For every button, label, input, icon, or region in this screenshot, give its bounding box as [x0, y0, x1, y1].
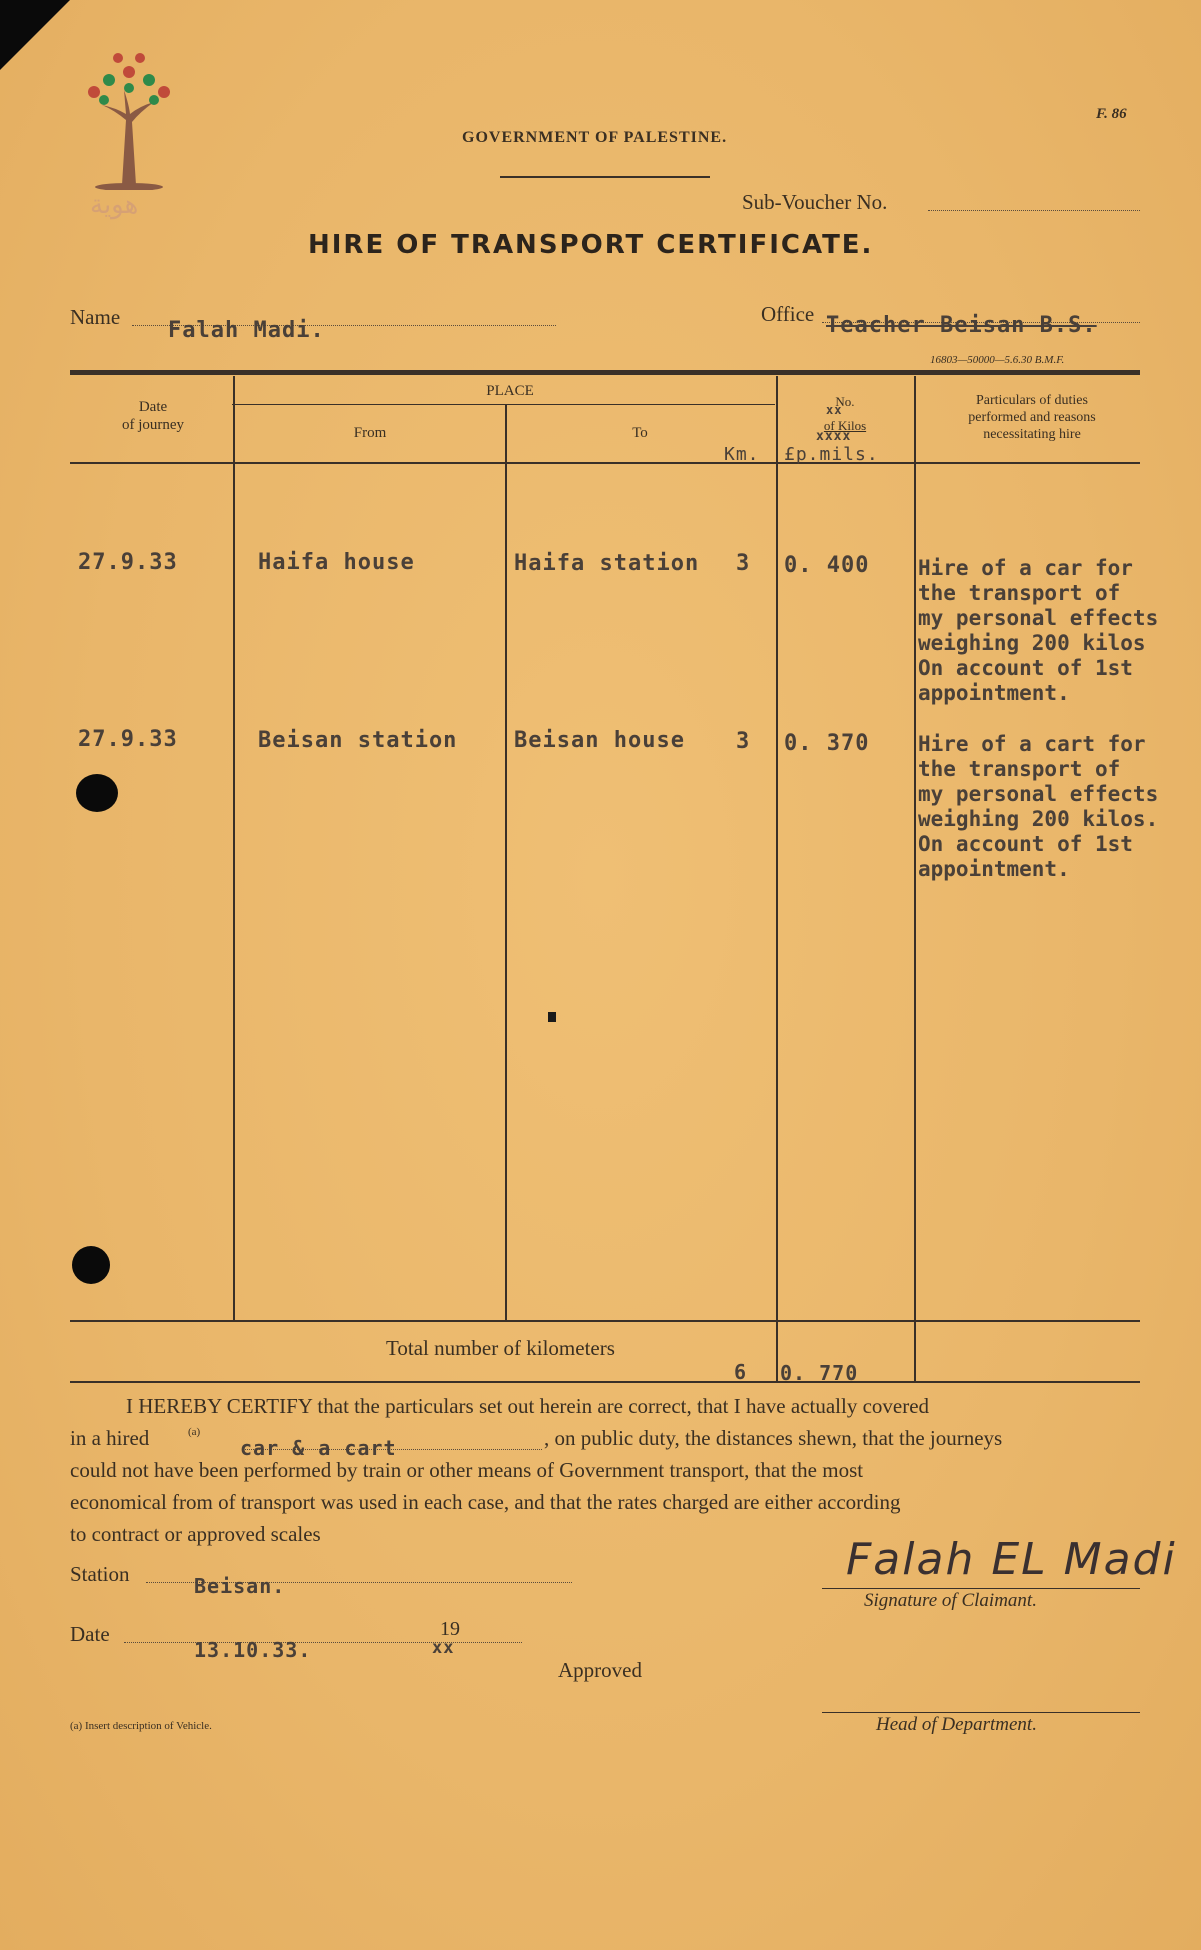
table-top-rule	[70, 370, 1140, 375]
vehicle-value[interactable]: car & a cart	[240, 1436, 397, 1460]
ink-speck	[548, 1012, 556, 1022]
certify-line-vehicle	[70, 1422, 1140, 1460]
station-value[interactable]: Beisan.	[194, 1574, 286, 1598]
row-to: Beisan house	[514, 728, 685, 753]
approved-label: Approved	[558, 1658, 642, 1682]
sub-voucher-label: Sub-Voucher No.	[742, 190, 888, 214]
col-divider-from	[505, 404, 507, 1320]
logo-text: هوية	[90, 190, 139, 220]
table-bottom-rule	[70, 1320, 1140, 1322]
tree-logo-icon	[74, 50, 184, 190]
row-to: Haifa station	[514, 551, 700, 576]
sub-voucher-field[interactable]	[928, 210, 1140, 211]
col-header-xx: xx	[826, 403, 843, 417]
col-divider-amount	[914, 376, 916, 1382]
row-km: 3	[736, 551, 751, 576]
name-label: Name	[70, 305, 121, 329]
signature-caption: Signature of Claimant.	[864, 1590, 1037, 1611]
form-number: F. 86	[1096, 106, 1127, 122]
col-header-place: PLACE	[486, 383, 534, 399]
station-label: Station	[70, 1562, 130, 1586]
certify-line: economical from of transport was used in each case, and that the rates charged are either according	[70, 1490, 901, 1514]
row-amount: 0. 400	[784, 553, 870, 578]
certify-line: I HEREBY CERTIFY that the particulars set out herein are correct, that I have actually covered	[126, 1394, 930, 1418]
row-km: 3	[736, 729, 751, 754]
date-value[interactable]: 13.10.33.	[194, 1638, 312, 1662]
office-label: Office	[761, 302, 815, 326]
name-value[interactable]: Falah Madi.	[168, 318, 325, 343]
row-particulars: Hire of a car for the transport of my personal effects weighing 200 kilos On account of 1st appointment.	[918, 556, 1159, 705]
row-particulars: Hire of a cart for the transport of my personal effects weighing 200 kilos. On account of 1st appointment.	[918, 732, 1159, 881]
total-bottom-rule	[70, 1381, 1140, 1383]
date-label: Date	[70, 1622, 110, 1646]
col-header-particulars: Particulars of duties performed and reasons necessitating hire	[968, 393, 1096, 442]
table-header-rule	[70, 462, 1140, 464]
row-date: 27.9.33	[78, 550, 178, 575]
row-date: 27.9.33	[78, 727, 178, 752]
signature-line	[822, 1588, 1140, 1589]
punch-hole	[72, 1246, 110, 1284]
year-suffix: xx	[432, 1638, 455, 1658]
page-title: HIRE OF TRANSPORT CERTIFICATE.	[308, 230, 874, 260]
date-field-line	[124, 1642, 522, 1643]
col-divider-to	[776, 376, 778, 1382]
certify-line: could not have been performed by train or other means of Government transport, that the most	[70, 1458, 864, 1482]
torn-corner	[0, 0, 70, 70]
col-header-date: Date of journey	[121, 399, 185, 433]
punch-hole	[76, 774, 118, 812]
certify-text: , on public duty, the distances shewn, that the journeys	[544, 1426, 1003, 1450]
footnote: (a) Insert description of Vehicle.	[70, 1720, 212, 1732]
head-of-department-line	[822, 1712, 1140, 1713]
total-label: Total number of kilometers	[386, 1336, 615, 1360]
col-header-xxxx: xxxx	[816, 429, 852, 444]
claimant-signature: Falah EL Madi	[846, 1534, 1177, 1585]
col-header-from: From	[353, 425, 387, 441]
certify-line: to contract or approved scales	[70, 1522, 321, 1546]
certify-text: in a hired	[70, 1426, 150, 1450]
col-header-no: No.	[835, 394, 855, 409]
footnote-marker: (a)	[188, 1426, 201, 1438]
row-from: Haifa house	[258, 550, 415, 575]
government-heading: GOVERNMENT OF PALESTINE.	[462, 129, 728, 146]
office-value[interactable]: Teacher Beisan B.S.	[826, 313, 1097, 338]
place-subrule	[232, 404, 775, 405]
col-header-lpmils: £p.mils.	[784, 444, 879, 465]
certification-text	[70, 1390, 1140, 1550]
row-amount: 0. 370	[784, 731, 870, 756]
col-header-km: Km.	[724, 444, 760, 465]
total-amount: 0. 770	[780, 1361, 859, 1385]
col-header-kilos: of Kilos	[823, 418, 867, 433]
row-from: Beisan station	[258, 728, 458, 753]
col-divider-date	[233, 376, 235, 1320]
year-prefix: 19	[440, 1618, 460, 1640]
total-km: 6	[734, 1360, 748, 1384]
head-of-department: Head of Department.	[876, 1714, 1037, 1735]
header-rule	[500, 176, 710, 178]
print-code: 16803—50000—5.6.30 B.M.F.	[930, 354, 1065, 366]
col-header-to: To	[632, 425, 648, 441]
